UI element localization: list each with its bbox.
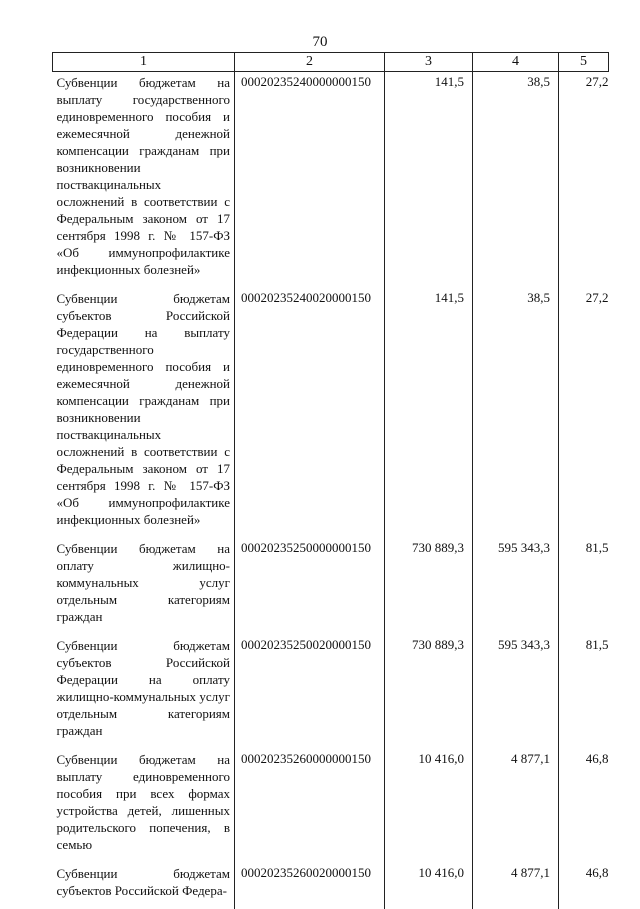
table-row [53, 538, 609, 635]
row-code: 00020235250020000150 [235, 635, 385, 749]
header-col-1: 1 [53, 53, 235, 72]
row-code: 00020235260000000150 [235, 749, 385, 863]
row-code: 00020235250000000150 [235, 538, 385, 635]
row-col3-value: 10 416,0 [385, 863, 473, 909]
row-col4-value: 595 343,3 [473, 635, 559, 749]
row-col4-value: 4 877,1 [473, 863, 559, 909]
row-description: Субвенции бюджетам субъектов Российской Федера- [53, 863, 235, 909]
header-col-4: 4 [473, 53, 559, 72]
row-col5-value: 81,5 [559, 538, 609, 635]
row-col5-value: 46,8 [559, 749, 609, 863]
table-header [53, 53, 609, 72]
row-description: Субвенции бюджетам на выплату государственного единовременного пособия и ежемесячной денежной компенсации гражданам при возникновении поствакцинальных осложнений в соответствии с Федеральным законом от 17 сентября 1998 г. № 157-ФЗ «Об иммунопрофилактике инфекционных болезней» [53, 72, 235, 289]
row-col5-value: 46,8 [559, 863, 609, 909]
row-col3-value: 141,5 [385, 288, 473, 538]
table-body [53, 72, 609, 909]
row-code: 00020235240020000150 [235, 288, 385, 538]
row-col3-value: 141,5 [385, 72, 473, 289]
row-col5-value: 81,5 [559, 635, 609, 749]
row-col4-value: 595 343,3 [473, 538, 559, 635]
row-col4-value: 38,5 [473, 288, 559, 538]
table-row [53, 635, 609, 749]
row-col4-value: 38,5 [473, 72, 559, 289]
page-number: 70 [0, 34, 640, 51]
row-col3-value: 730 889,3 [385, 538, 473, 635]
row-col4-value: 4 877,1 [473, 749, 559, 863]
row-col3-value: 10 416,0 [385, 749, 473, 863]
row-code: 00020235260020000150 [235, 863, 385, 909]
row-col5-value: 27,2 [559, 72, 609, 289]
row-col3-value: 730 889,3 [385, 635, 473, 749]
row-description: Субвенции бюджетам субъектов Российской Федерации на выплату государственного единовременного пособия и ежемесячной денежной компенсации гражданам при возникновении поствакцинальных осложнений в соответствии с Федеральным законом от 17 сентября 1998 г. № 157-ФЗ «Об иммунопрофилактике инфекционных болезней» [53, 288, 235, 538]
table-row [53, 863, 609, 909]
header-col-3: 3 [385, 53, 473, 72]
header-row [53, 53, 609, 72]
row-col5-value: 27,2 [559, 288, 609, 538]
header-col-2: 2 [235, 53, 385, 72]
table-row [53, 288, 609, 538]
table-row [53, 749, 609, 863]
row-description: Субвенции бюджетам на оплату жилищно-коммунальных услуг отдельным категориям граждан [53, 538, 235, 635]
header-col-5: 5 [559, 53, 609, 72]
budget-table [52, 52, 609, 909]
table-row [53, 72, 609, 289]
row-description: Субвенции бюджетам на выплату единовременного пособия при всех формах устройства детей, лишенных родительского попечения, в семью [53, 749, 235, 863]
row-code: 00020235240000000150 [235, 72, 385, 289]
row-description: Субвенции бюджетам субъектов Российской Федерации на оплату жилищно-коммунальных услуг отдельным категориям граждан [53, 635, 235, 749]
